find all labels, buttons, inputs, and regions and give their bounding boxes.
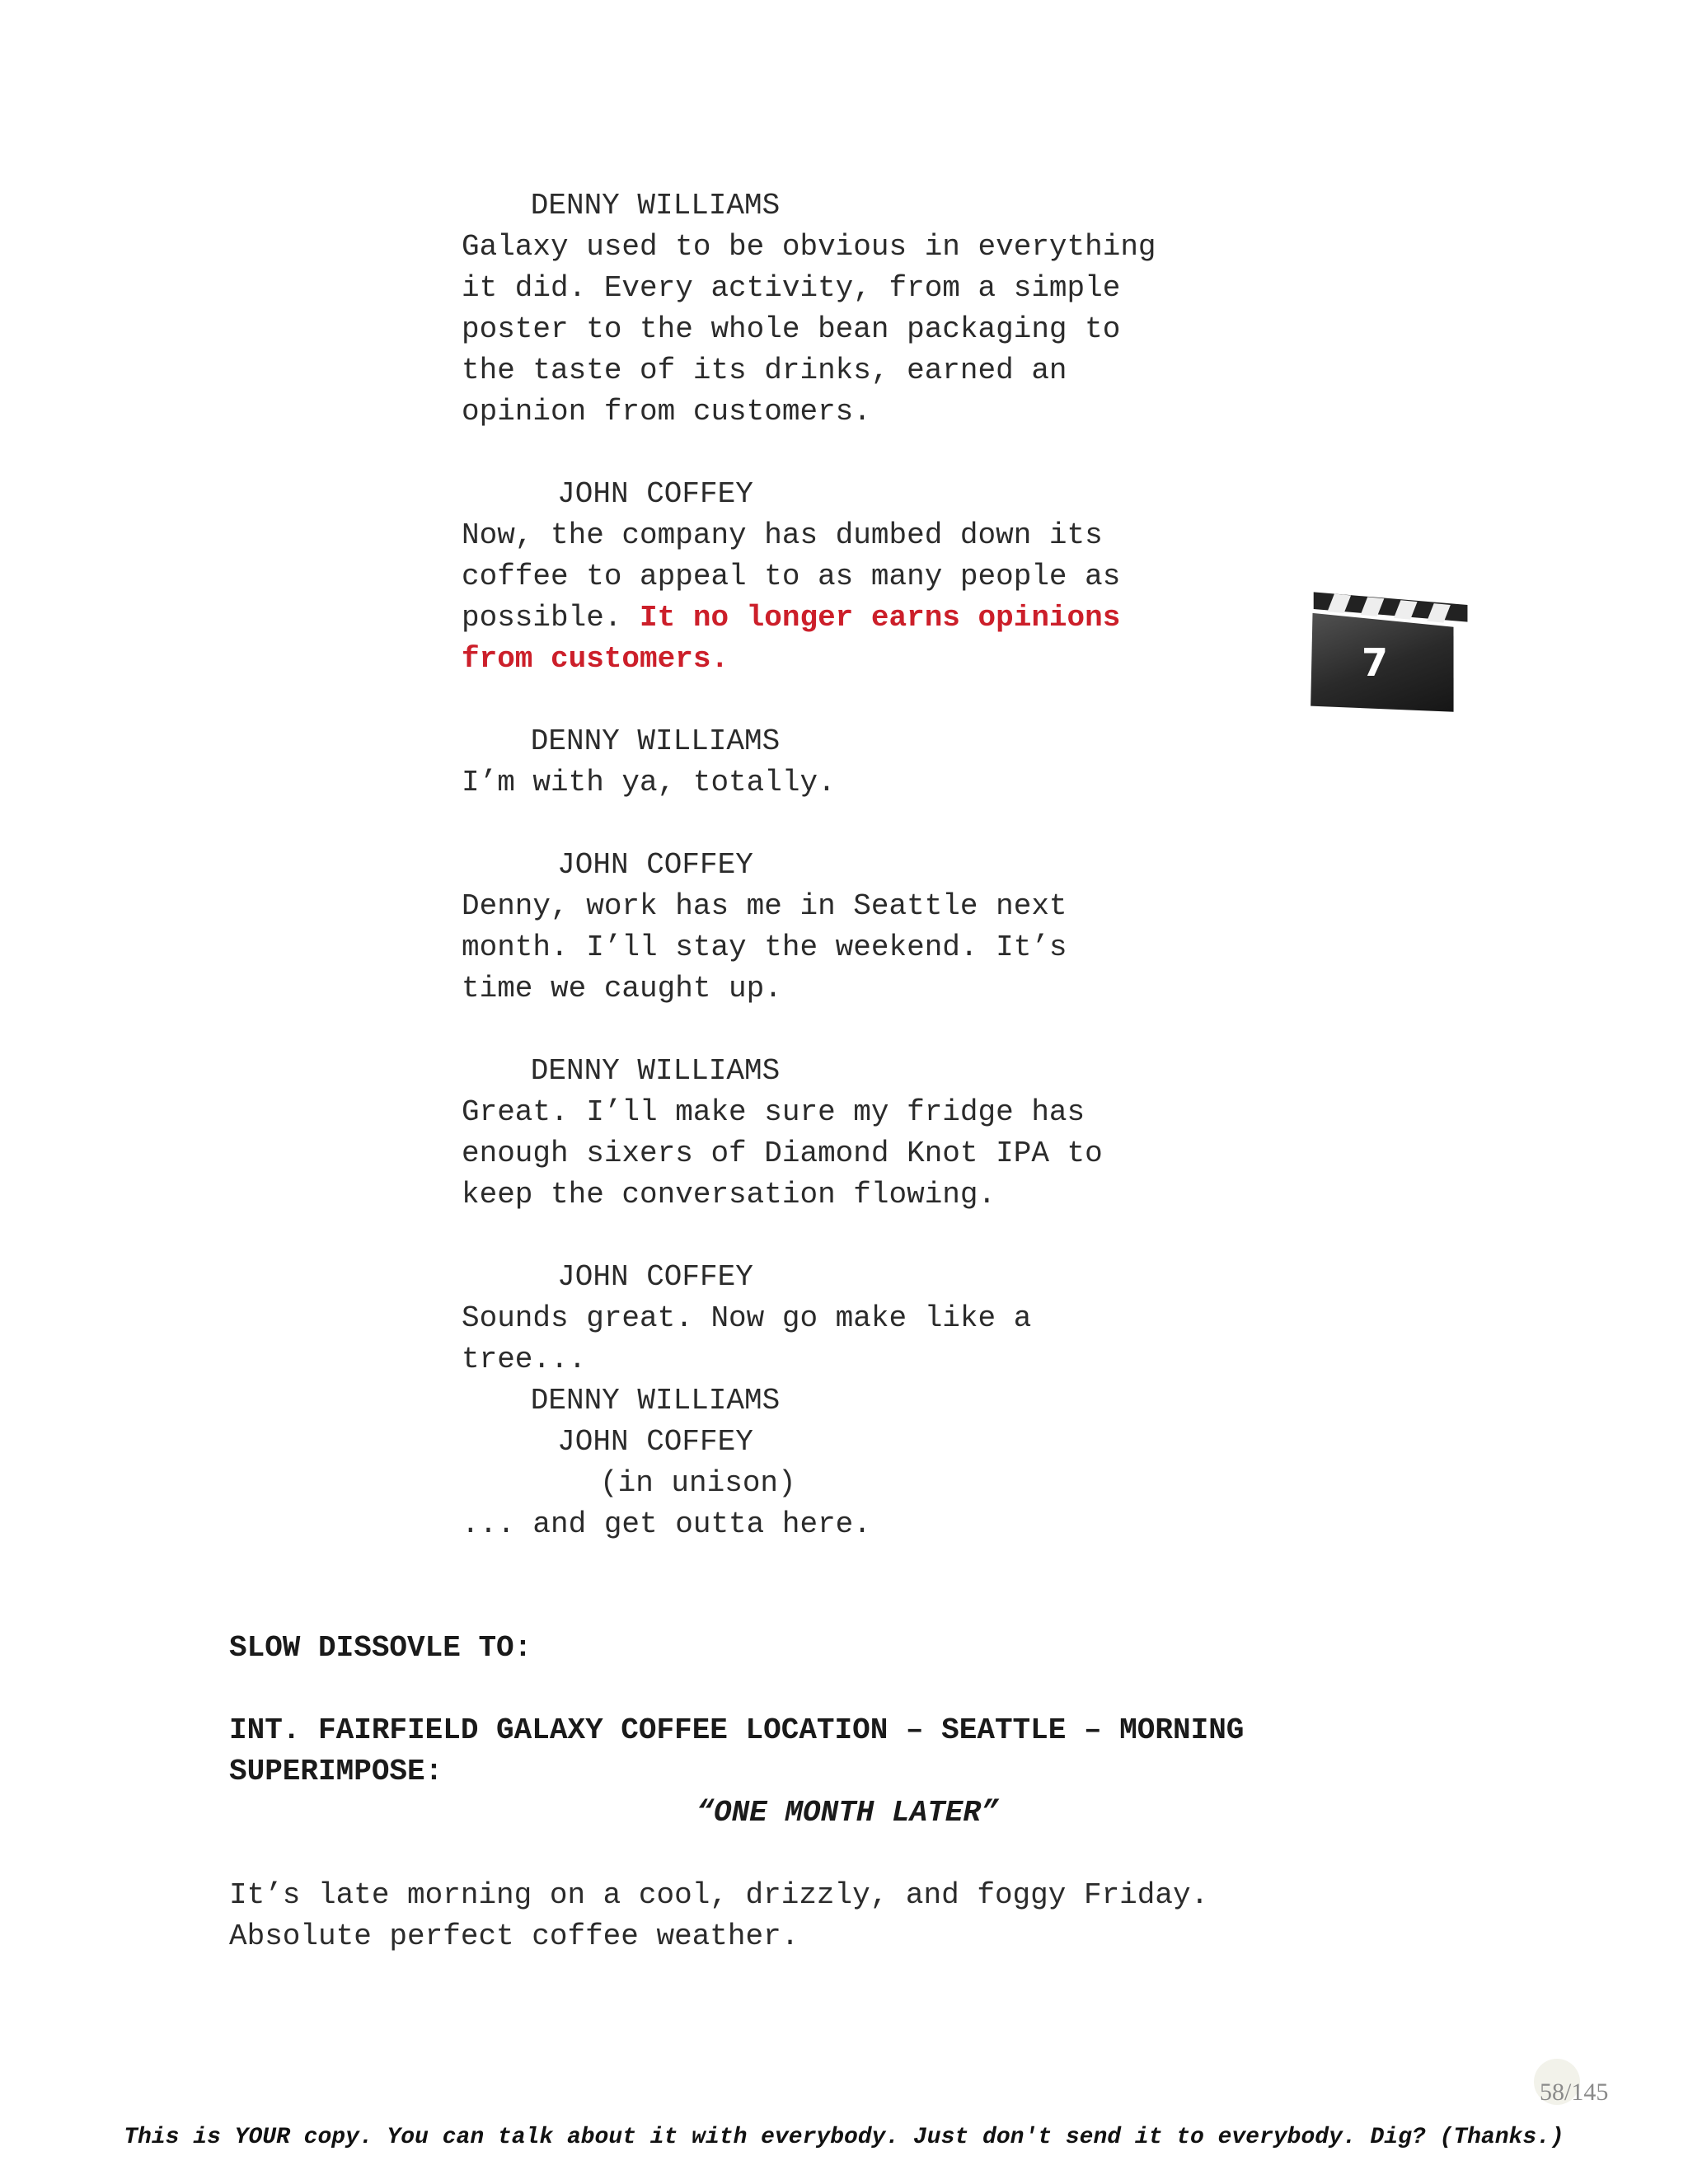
action-line: It’s late morning on a cool, drizzly, and foggy Friday.: [229, 1878, 1209, 1912]
dialogue-line: Sounds great. Now go make like a: [462, 1301, 1032, 1335]
dialogue-text: possible.: [462, 601, 640, 635]
dialogue-line: enough sixers of Diamond Knot IPA to: [462, 1137, 1103, 1170]
dialogue-line: opinion from customers.: [462, 395, 871, 429]
dialogue-line: it did. Every activity, from a simple: [462, 271, 1121, 305]
dialogue-line: tree...: [462, 1343, 587, 1376]
dialogue-line: poster to the whole bean packaging to: [462, 312, 1121, 346]
character-cue: DENNY WILLIAMS: [530, 1054, 781, 1088]
dialogue-line: time we caught up.: [462, 972, 782, 1005]
superimpose-label: SUPERIMPOSE:: [229, 1755, 443, 1788]
dialogue-line: ... and get outta here.: [462, 1507, 871, 1541]
character-cue: DENNY WILLIAMS: [530, 1384, 781, 1418]
character-cue: JOHN COFFEY: [557, 848, 753, 882]
character-cue: JOHN COFFEY: [557, 1425, 753, 1459]
action-line: Absolute perfect coffee weather.: [229, 1919, 799, 1953]
dialogue-line: keep the conversation flowing.: [462, 1178, 996, 1212]
dialogue-line: month. I’ll stay the weekend. It’s: [462, 930, 1067, 964]
character-cue: JOHN COFFEY: [557, 1260, 753, 1294]
dialogue-line: Now, the company has dumbed down its: [462, 518, 1103, 552]
dialogue-line: Great. I’ll make sure my fridge has: [462, 1095, 1085, 1129]
character-cue: DENNY WILLIAMS: [530, 724, 781, 758]
clapperboard-number: 7: [1361, 640, 1389, 685]
dialogue-line: Denny, work has me in Seattle next: [462, 889, 1067, 923]
transition: SLOW DISSOVLE TO:: [229, 1631, 532, 1665]
highlighted-dialogue: from customers.: [462, 642, 729, 676]
highlighted-dialogue: It no longer earns opinions: [640, 601, 1121, 635]
parenthetical: (in unison): [600, 1466, 796, 1500]
character-cue: JOHN COFFEY: [557, 477, 753, 511]
dialogue-line: Galaxy used to be obvious in everything: [462, 230, 1156, 264]
page-number: 58/145: [1540, 2079, 1609, 2106]
dialogue-line: I’m with ya, totally.: [462, 766, 836, 799]
scene-heading: INT. FAIRFIELD GALAXY COFFEE LOCATION – SEATTLE – MORNING: [229, 1713, 1245, 1747]
footer-notice: This is YOUR copy. You can talk about it with everybody. Just don't send it to everybody. Dig? (Thanks.): [124, 2125, 1564, 2150]
dialogue-line: [462, 598, 1120, 639]
superimpose-text: “ONE MONTH LATER”: [696, 1796, 999, 1830]
character-cue: DENNY WILLIAMS: [530, 189, 781, 223]
dialogue-line: coffee to appeal to as many people as: [462, 560, 1121, 593]
dialogue-line: the taste of its drinks, earned an: [462, 354, 1067, 387]
clapperboard-icon: [1278, 552, 1484, 742]
